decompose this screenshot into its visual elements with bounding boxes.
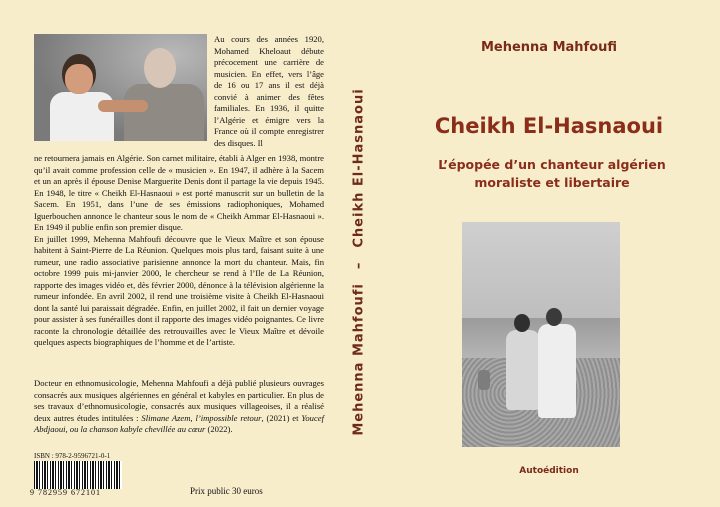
front-cover-photo bbox=[462, 222, 620, 447]
bio-book-title-1: Slimane Azem, l’impossible retour bbox=[141, 412, 262, 423]
spine-title: Cheikh El-Hasnaoui bbox=[351, 88, 367, 248]
spine-author: Mehenna Mahfoufi bbox=[351, 283, 367, 436]
spine-separator: – bbox=[351, 261, 367, 270]
barcode-graphic bbox=[34, 461, 122, 489]
isbn-label: ISBN : 978-2-9596721-0-1 bbox=[34, 452, 111, 460]
bio-mid-text: , (2021) et bbox=[261, 412, 302, 423]
price-label: Prix public 30 euros bbox=[190, 486, 263, 496]
back-intro-paragraph-continued bbox=[34, 153, 324, 349]
front-author: Mehenna Mahfoufi bbox=[480, 40, 618, 55]
barcode-number: 9 782959 672101 bbox=[30, 488, 101, 497]
front-subtitle: L’épopée d’un chanteur algérien moraliste et libertaire bbox=[438, 157, 666, 190]
back-story-paragraph: En juillet 1999, Mehenna Mahfoufi découvre que le Vieux Maître et son épouse habitent à Saint-Pierre de La Réunion. Quelques mois plus tard, faisant suite à une rumeur, une radio associative parisienne annonce la mort du chanteur. Mais, fin octobre 1999 puis mi-janvier 2000, le chercheur se rend à l’Ile de La Réunion, rapporte des images vidéo et, dès février 2000, dénonce à la télévision algérienne la rumeur infondée. En avril 2002, il rend une troisième visite à Cheikh El-Hasnaoui dont la santé lui paraissait dégradée. Enfin, en juillet 2002, il fait un dernier voyage pour assister à ses funérailles dont il rapporte des images vidéo poignantes. Ce livre raconte la chronologie détaillée des retrouvailles avec le Vieux Maître et dévoile quelques aspects biographiques de l’homme et de l’artiste. bbox=[34, 233, 324, 347]
back-cover bbox=[0, 0, 338, 507]
bio-end-text: (2022). bbox=[205, 424, 233, 434]
bio-book-title-2: Youcef Abdjaoui, ou la chanson kabyle chevillée au cœur bbox=[34, 412, 324, 434]
bio-main-text: Docteur en ethnomusicologie, Mehenna Mahfoufi a déjà publié plusieurs ouvrages consacrés aux musiques algériennes en général et kabyles en particulier. En plus de ses travaux d’ethnomusicologie, consacrés aux musiques villageoises, il a réalisé deux autres études intitulées : bbox=[34, 378, 324, 423]
author-bio-paragraph bbox=[34, 378, 324, 436]
back-intro-continuation: ne retournera jamais en Algérie. Son carnet militaire, établi à Alger en 1938, montre qu’il avait comme profession celle de « musicien ». En 1947, il adhère à la Sacem et un an après il épouse Denise Marguerite Denis dont il partage la vie depuis 1945. En 1948, le titre « Cheikh El-Hasnaoui » est porté manuscrit sur un bulletin de la Sacem. En 1951, dans l’une de ses émissions radiophoniques, Mohamed Iguerbouchen annonce le chanteur sous le nom de « Cheikh Ammar El-Hasnaoui ». En 1949 il publie enfin son premier disque. bbox=[34, 153, 324, 232]
back-intro-paragraph-top: Au cours des années 1920, Mohamed Kheloaut débute précocement une carrière de musicien. En effet, vers l’âge de 16 ou 17 ans il est déjà convié à animer des fêtes familiales. En 1936, il quitte l’Algérie et émigre vers la France où il compte enregistrer des disques. Il bbox=[214, 34, 324, 148]
spine-text bbox=[352, 88, 367, 435]
publisher-label: Autoédition bbox=[519, 466, 579, 476]
front-title: Cheikh El-Hasnaoui bbox=[434, 114, 664, 138]
back-cover-photo bbox=[34, 34, 207, 141]
